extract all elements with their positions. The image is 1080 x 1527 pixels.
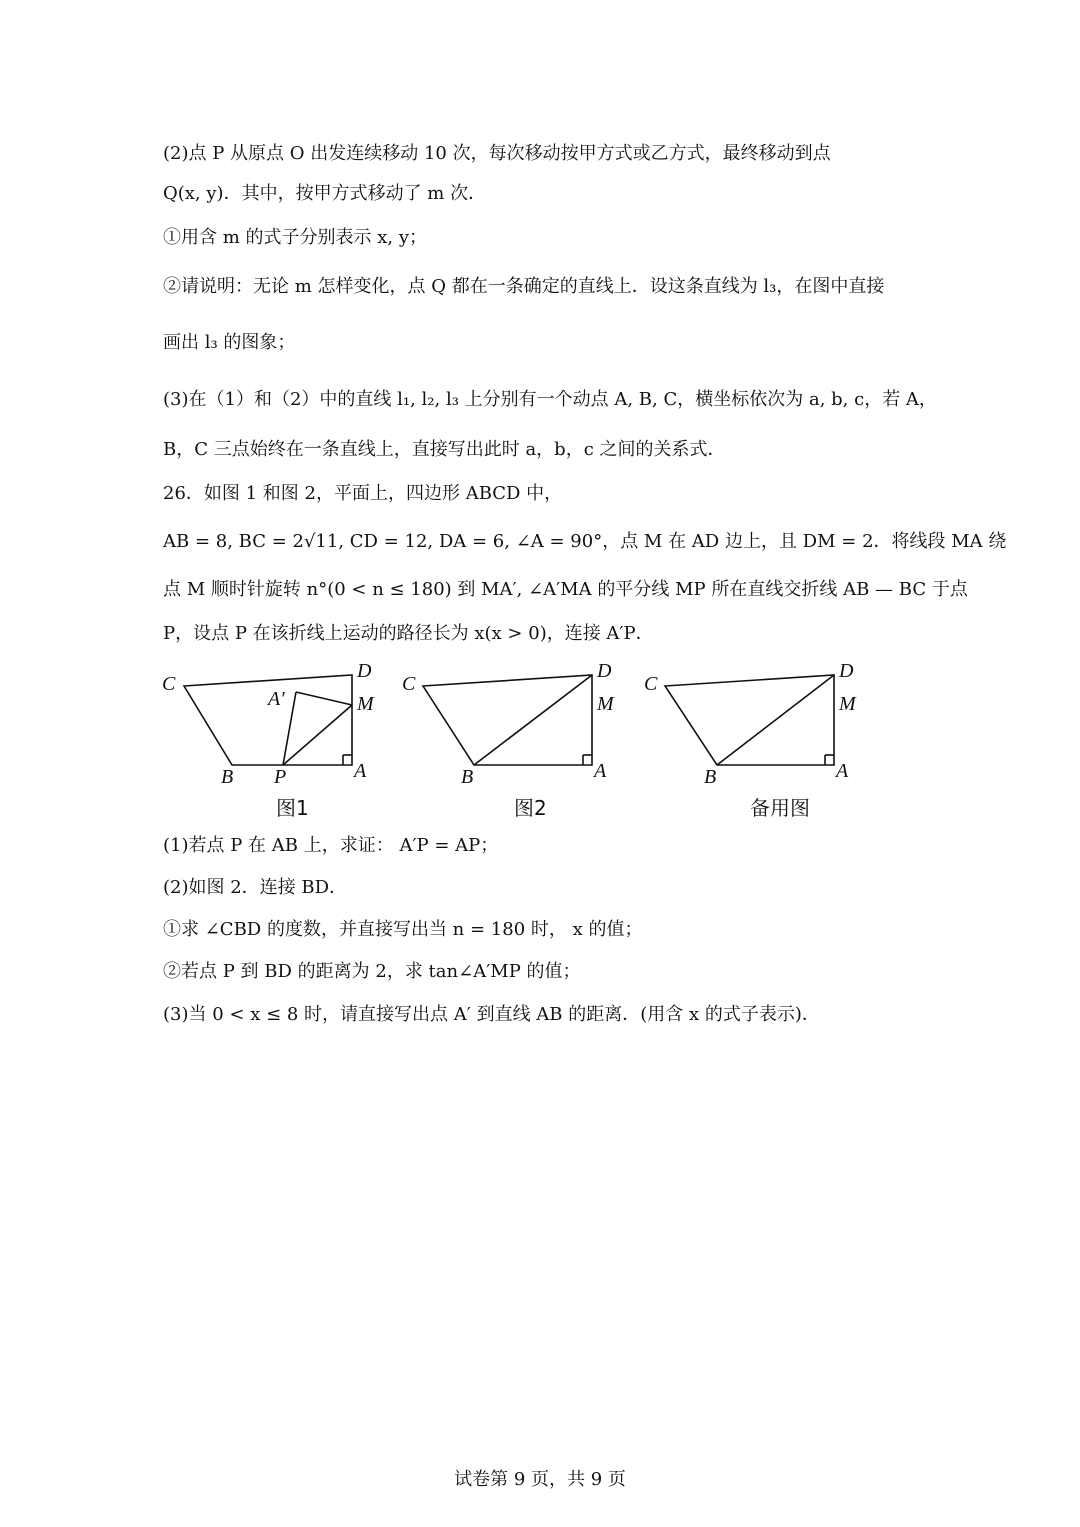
p26-given3: P，设点 P 在该折线上运动的路径长为 x(x > 0)，连接 A′P． — [163, 623, 654, 644]
fig3-label-b: B — [704, 766, 717, 788]
fig1-label-b: B — [221, 766, 234, 788]
p25-part3-line2: B，C 三点始终在一条直线上，直接写出此时 a，b，c 之间的关系式． — [163, 439, 726, 460]
fig2-label-d: D — [597, 660, 612, 682]
page-footer: 试卷第 9 页，共 9 页 — [454, 1469, 626, 1490]
p25-part2-line2: Q(x, y)．其中，按甲方式移动了 m 次． — [163, 183, 487, 204]
fig3-label-d: D — [839, 660, 854, 682]
p25-sub2-line1: ②请说明：无论 m 怎样变化，点 Q 都在一条确定的直线上．设这条直线为 l₃，在图中直接 — [163, 276, 885, 297]
fig3-label-c: C — [644, 673, 658, 695]
fig1-caption: 图1 — [276, 796, 309, 820]
p26-given2: 点 M 顺时针旋转 n°(0 < n ≤ 180) 到 MA′, ∠A′MA 的平分线 MP 所在直线交折线 AB — BC 于点 — [163, 579, 968, 600]
q3: (3)当 0 < x ≤ 8 时，请直接写出点 A′ 到直线 AB 的距离．(用含 x 的式子表示)． — [163, 1004, 820, 1025]
q2-1: ①求 ∠CBD 的度数，并直接写出当 n = 180 时， x 的值； — [163, 919, 643, 940]
fig2-label-b: B — [461, 766, 474, 788]
figure-3 — [644, 660, 857, 788]
fig1-label-a: A — [354, 760, 367, 782]
p25-part2-line1: (2)点 P 从原点 O 出发连续移动 10 次，每次移动按甲方式或乙方式，最终移动到点 — [163, 143, 831, 164]
fig2-label-a: A — [594, 760, 607, 782]
fig1-label-c: C — [162, 673, 176, 695]
p25-sub1: ①用含 m 的式子分别表示 x, y； — [163, 227, 427, 248]
p26-given: AB = 8, BC = 2√11, CD = 12, DA = 6, ∠A = 90°，点 M 在 AD 边上，且 DM = 2．将线段 MA 绕 — [163, 531, 1007, 552]
fig3-label-a: A — [836, 760, 849, 782]
fig2-label-m: M — [597, 693, 614, 715]
fig1-label-d: D — [357, 660, 372, 682]
figure-2 — [402, 660, 615, 788]
fig1-label-a-prime: A′ — [268, 688, 285, 710]
q1: (1)若点 P 在 AB 上，求证： A′P = AP； — [163, 835, 499, 856]
p25-part3-line1: (3)在（1）和（2）中的直线 l₁, l₂, l₃ 上分别有一个动点 A, B, C，横坐标依次为 a, b, c，若 A， — [163, 389, 937, 410]
p25-sub2-line2: 画出 l₃ 的图象； — [163, 332, 296, 353]
q2-2: ②若点 P 到 BD 的距离为 2，求 tan∠A′MP 的值； — [163, 961, 581, 982]
q2: (2)如图 2．连接 BD． — [163, 877, 348, 898]
fig1-label-m: M — [357, 693, 374, 715]
fig2-label-c: C — [402, 673, 416, 695]
p26-intro: 26．如图 1 和图 2，平面上，四边形 ABCD 中， — [163, 483, 563, 504]
fig2-caption: 图2 — [514, 796, 547, 820]
figure-1 — [162, 660, 375, 788]
fig3-caption: 备用图 — [750, 796, 810, 820]
fig3-label-m: M — [839, 693, 856, 715]
fig1-label-p: P — [274, 766, 287, 788]
